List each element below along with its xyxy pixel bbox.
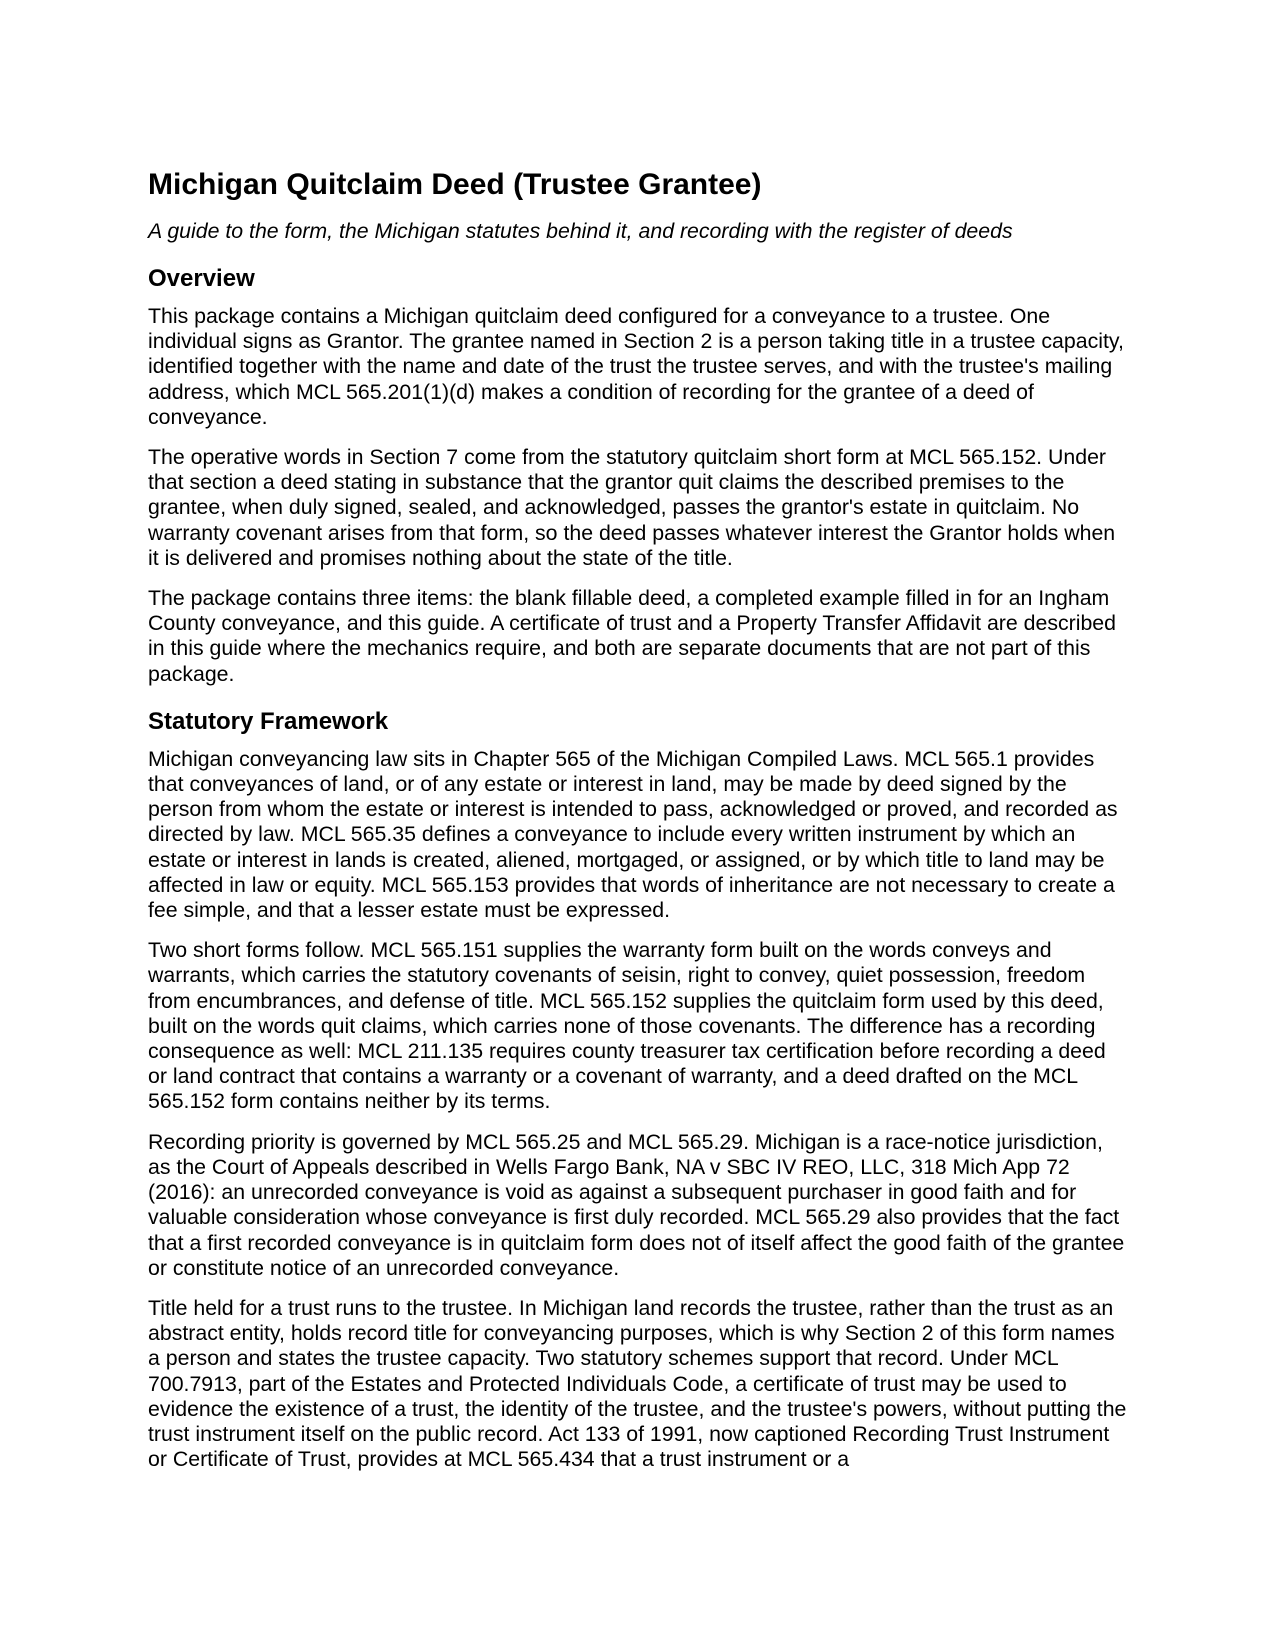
- document-page: [148, 166, 1128, 1472]
- section-overview: [148, 264, 1128, 687]
- document-subtitle: A guide to the form, the Michigan statutes behind it, and recording with the register of deeds: [148, 219, 1013, 243]
- paragraph: Title held for a trust runs to the trustee. In Michigan land records the trustee, rather than the trust as an abstract entity, holds record title for conveyancing purposes, which is why Section 2 of this form names a person and states the trustee capacity. Two statutory schemes support that record. Under MCL 700.7913, part of the Estates and Protected Individuals Code, a certificate of trust may be used to evidence the existence of a trust, the identity of the trustee, and the trustee's powers, without putting the trust instrument itself on the public record. Act 133 of 1991, now captioned Recording Trust Instrument or Certificate of Trust, provides at MCL 565.434 that a trust instrument or a: [148, 1295, 1127, 1472]
- paragraph: Recording priority is governed by MCL 565.25 and MCL 565.29. Michigan is a race-notice jurisdiction, as the Court of Appeals described in Wells Fargo Bank, NA v SBC IV REO, LLC, 318 Mich App 72 (2016): an unrecorded conveyance is void as against a subsequent purchaser in good faith and for valuable consideration whose conveyance is first duly recorded. MCL 565.29 also provides that the fact that a first recorded conveyance is in quitclaim form does not of itself affect the good faith of the grantee or constitute notice of an unrecorded conveyance.: [148, 1129, 1125, 1280]
- document-title: Michigan Quitclaim Deed (Trustee Grantee): [148, 168, 762, 201]
- paragraph: Michigan conveyancing law sits in Chapter 565 of the Michigan Compiled Laws. MCL 565.1 provides that conveyances of land, or of any estate or interest in land, may be made by deed signed by the person from whom the estate or interest is intended to pass, acknowledged or proved, and recorded as directed by law. MCL 565.35 defines a conveyance to include every written instrument by which an estate or interest in lands is created, aliened, mortgaged, or assigned, or by which title to land may be affected in law or equity. MCL 565.153 provides that words of inheritance are not necessary to create a fee simple, and that a lesser estate must be expressed.: [148, 746, 1118, 923]
- section-heading: Overview: [148, 265, 255, 292]
- paragraph: The operative words in Section 7 come from the statutory quitclaim short form at MCL 565.152. Under that section a deed stating in substance that the grantor quit claims the described premises to the grantee, when duly signed, sealed, and acknowledged, passes the grantor's estate in quitclaim. No warranty covenant arises from that form, so the deed passes whatever interest the Grantor holds when it is delivered and promises nothing about the state of the title.: [148, 445, 1116, 570]
- section-heading: Statutory Framework: [148, 707, 389, 735]
- paragraph: The package contains three items: the blank fillable deed, a completed example filled in for an Ingham County conveyance, and this guide. A certificate of trust and a Property Transfer Affidavit are described in this guide where the mechanics require, and both are separate documents that are not part of this package.: [148, 586, 1116, 686]
- section-statutory-framework: [148, 707, 1128, 1472]
- paragraph: This package contains a Michigan quitclaim deed configured for a conveyance to a trustee. One individual signs as Grantor. The grantee named in Section 2 is a person taking title in a trustee capacity, identified together with the name and date of the trust the trustee serves, and with the trustee's mailing address, which MCL 565.201(1)(d) makes a condition of recording for the grantee of a deed of conveyance.: [148, 304, 1124, 429]
- paragraph: Two short forms follow. MCL 565.151 supplies the warranty form built on the words conveys and warrants, which carries the statutory covenants of seisin, right to convey, quiet possession, freedom from encumbrances, and defense of title. MCL 565.152 supplies the quitclaim form used by this deed, built on the words quit claims, which carries none of those covenants. The difference has a recording consequence as well: MCL 211.135 requires county treasurer tax certification before recording a deed or land contract that contains a warranty or a covenant of warranty, and a deed drafted on the MCL 565.152 form contains neither by its terms.: [148, 938, 1106, 1114]
